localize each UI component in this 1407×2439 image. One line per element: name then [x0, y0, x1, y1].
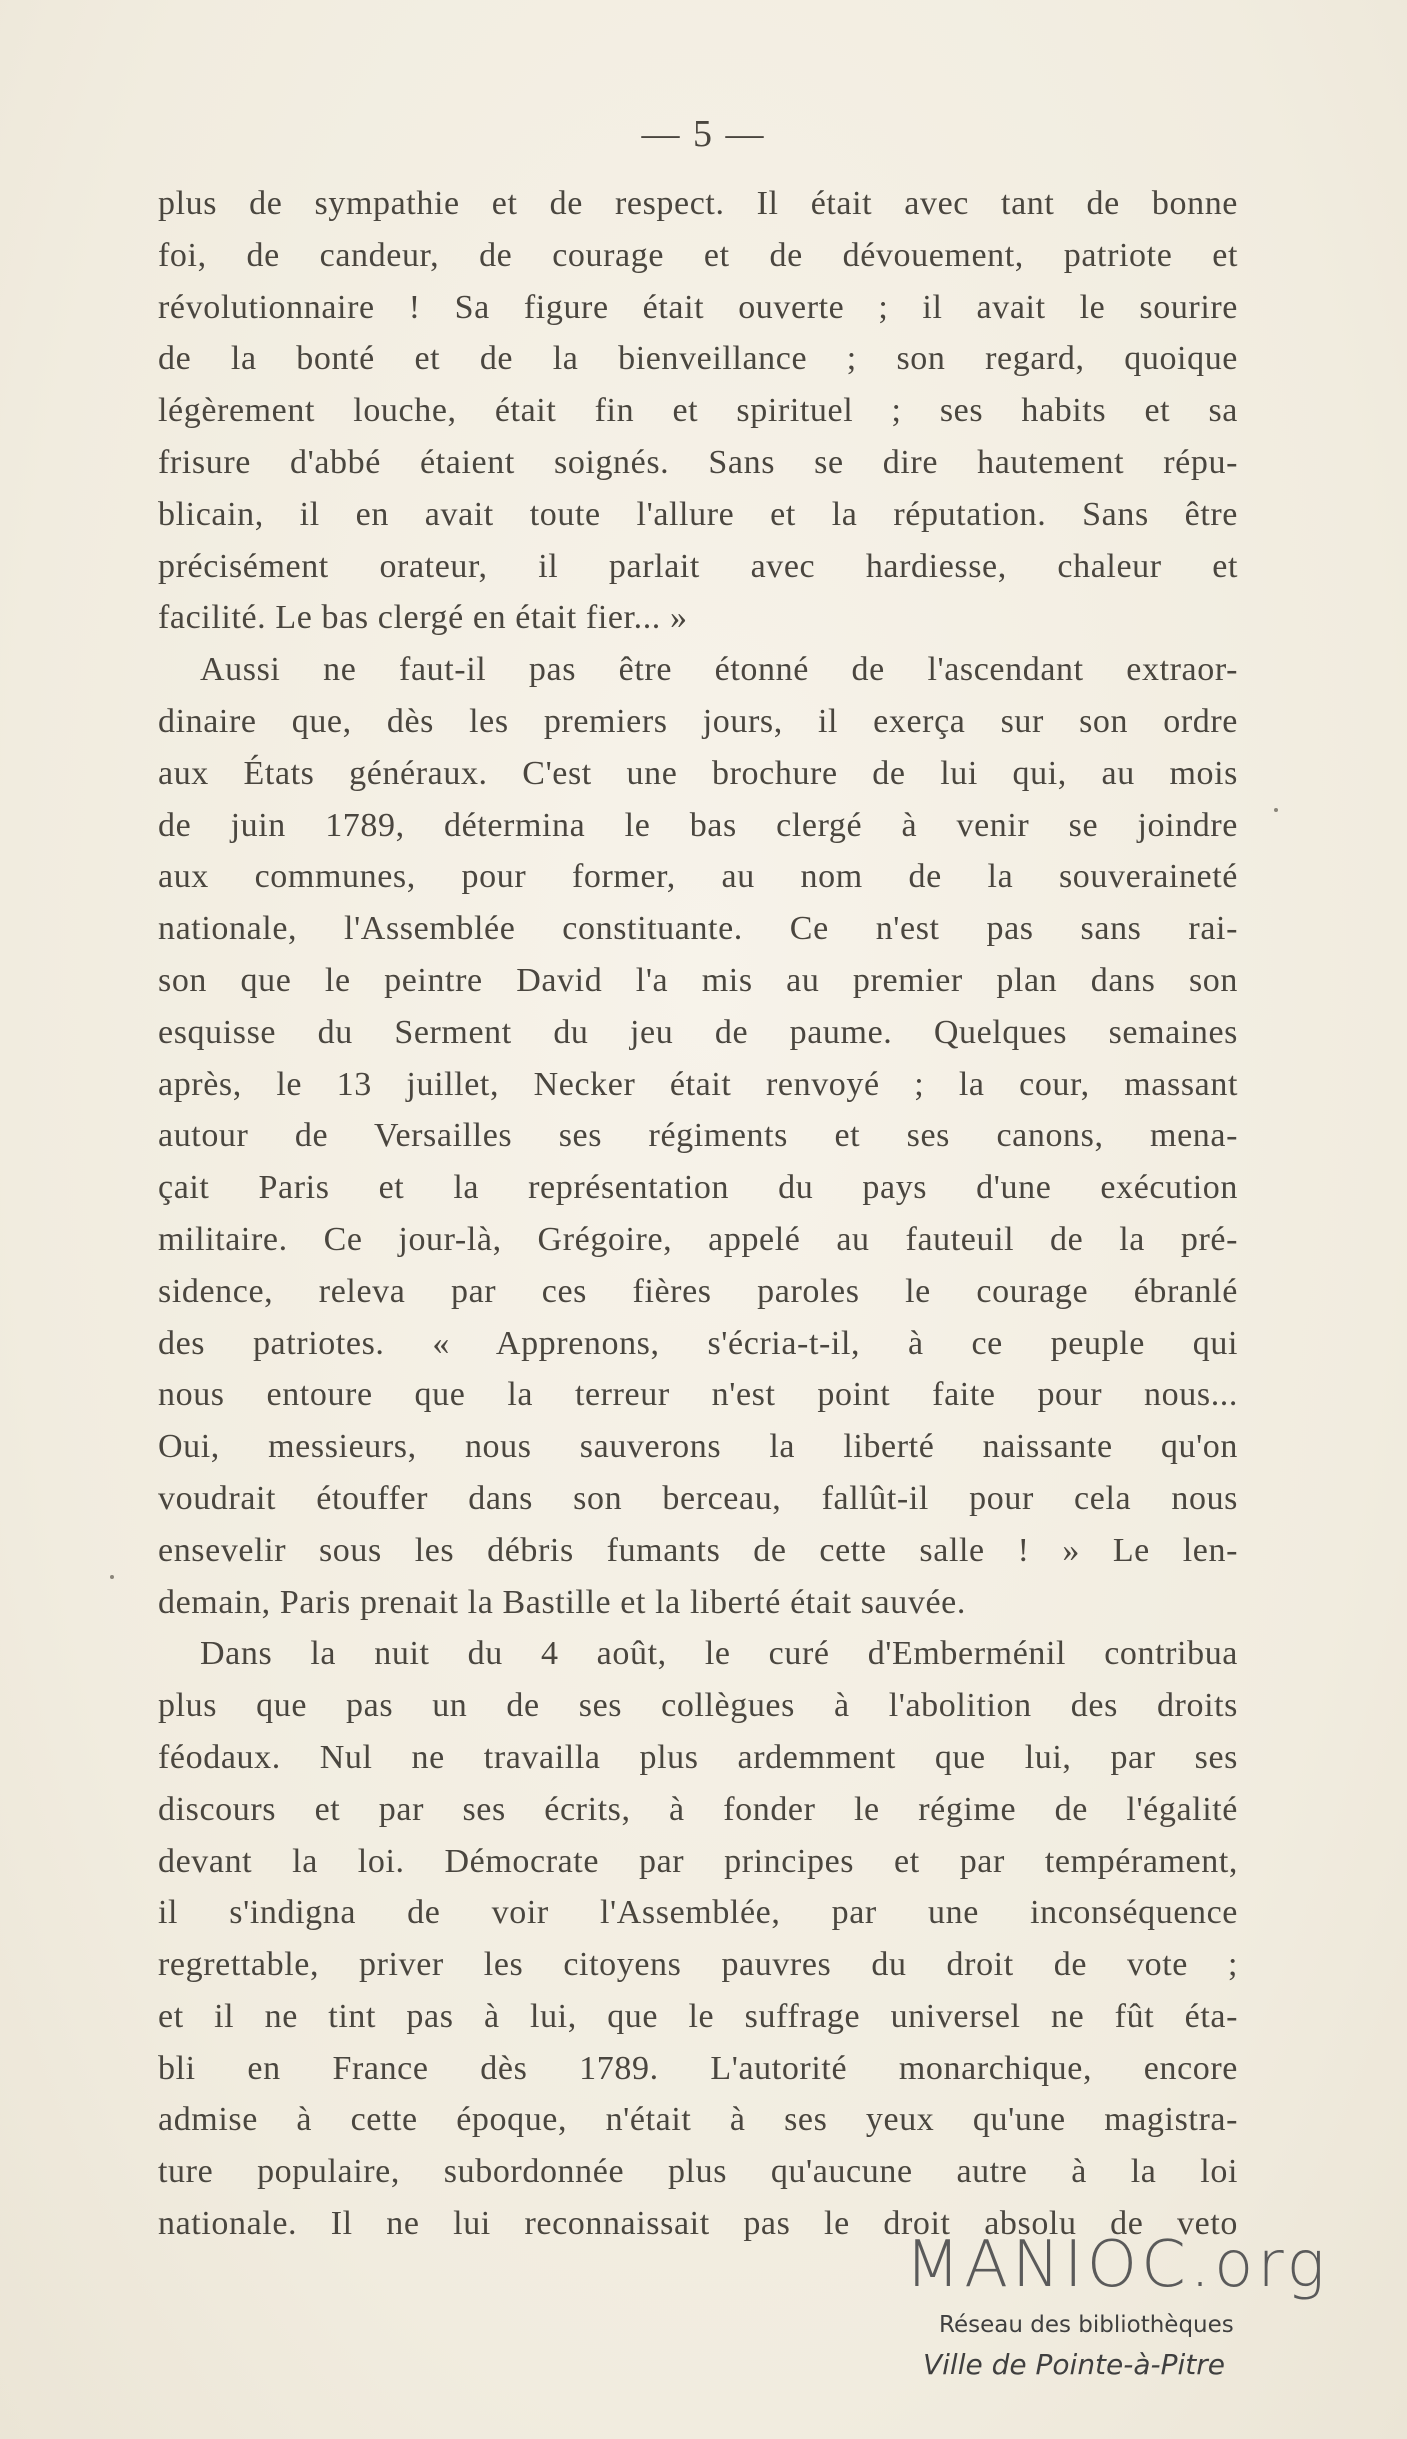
text-line: discours et par ses écrits, à fonder le régime de l'égalité [158, 1790, 1238, 1828]
text-line: plus que pas un de ses collègues à l'abolition des droits [158, 1687, 1238, 1725]
text-line: çait Paris et la représentation du pays d'une exécution [158, 1169, 1238, 1207]
ink-speck [1274, 808, 1278, 812]
text-line: ture populaire, subordonnée plus qu'aucune autre à la loi [158, 2153, 1238, 2191]
text-line: son que le peintre David l'a mis au premier plan dans son [158, 961, 1238, 999]
text-line: ensevelir sous les débris fumants de cette salle ! » Le len- [158, 1531, 1238, 1569]
text-line: sidence, releva par ces fières paroles le courage ébranlé [158, 1272, 1238, 1310]
text-line: de la bonté et de la bienveillance ; son regard, quoique [158, 340, 1238, 378]
text-line: aux communes, pour former, au nom de la souveraineté [158, 858, 1238, 896]
text-line: nationale. Il ne lui reconnaissait pas le droit absolu de veto [158, 2205, 1238, 2243]
manioc-logo: MANIOC.org [905, 2228, 1329, 2302]
text-line: féodaux. Nul ne travailla plus ardemment que lui, par ses [158, 1738, 1238, 1776]
text-line: précisément orateur, il parlait avec hardiesse, chaleur et [158, 547, 1238, 585]
text-line: devant la loi. Démocrate par principes et par tempérament, [158, 1842, 1238, 1880]
watermark-subtitle: Réseau des bibliothèques [939, 2312, 1234, 2338]
manioc-watermark [905, 2225, 1375, 2385]
text-line: il s'indigna de voir l'Assemblée, par une inconséquence [158, 1894, 1238, 1932]
text-line: aux États généraux. C'est une brochure de lui qui, au mois [158, 754, 1238, 792]
text-line: nous entoure que la terreur n'est point faite pour nous... [158, 1376, 1238, 1414]
text-line: plus de sympathie et de respect. Il était avec tant de bonne [158, 185, 1238, 222]
ink-speck [110, 1575, 114, 1579]
text-line: de juin 1789, détermina le bas clergé à venir se joindre [158, 806, 1238, 844]
body-text [158, 178, 1238, 2250]
text-line: voudrait étouffer dans son berceau, fallût-il pour cela nous [158, 1479, 1238, 1517]
text-line: admise à cette époque, n'était à ses yeux qu'une magistra- [158, 2101, 1238, 2139]
text-line: des patriotes. « Apprenons, s'écria-t-il, à ce peuple qui [158, 1324, 1238, 1362]
text-line: demain, Paris prenait la Bastille et la liberté était sauvée. [158, 1583, 966, 1621]
text-line: Dans la nuit du 4 août, le curé d'Emberménil contribua [200, 1635, 1238, 1673]
text-line: révolutionnaire ! Sa figure était ouverte ; il avait le sourire [158, 288, 1238, 326]
text-line: bli en France dès 1789. L'autorité monarchique, encore [158, 2049, 1238, 2087]
text-line: après, le 13 juillet, Necker était renvoyé ; la cour, massant [158, 1065, 1238, 1103]
text-line: nationale, l'Assemblée constituante. Ce n'est pas sans rai- [158, 910, 1238, 948]
text-line: blicain, il en avait toute l'allure et la réputation. Sans être [158, 495, 1238, 533]
text-line: et il ne tint pas à lui, que le suffrage universel ne fût éta- [158, 1997, 1238, 2035]
watermark-location: Ville de Pointe-à-Pitre [923, 2348, 1226, 2381]
text-line: militaire. Ce jour-là, Grégoire, appelé au fauteuil de la pré- [158, 1220, 1238, 1258]
text-line: esquisse du Serment du jeu de paume. Quelques semaines [158, 1013, 1238, 1051]
text-line: autour de Versailles ses régiments et ses canons, mena- [158, 1117, 1238, 1155]
text-line: regrettable, priver les citoyens pauvres du droit de vote ; [158, 1946, 1238, 1984]
text-line: Aussi ne faut-il pas être étonné de l'ascendant extraor- [200, 651, 1238, 689]
text-line: facilité. Le bas clergé en était fier... » [158, 599, 688, 637]
text-line: Oui, messieurs, nous sauverons la liberté naissante qu'on [158, 1428, 1238, 1466]
text-line: foi, de candeur, de courage et de dévouement, patriote et [158, 236, 1238, 274]
text-line: légèrement louche, était fin et spirituel ; ses habits et sa [158, 392, 1238, 430]
page-number: — 5 — [641, 113, 766, 155]
text-line: dinaire que, dès les premiers jours, il exerça sur son ordre [158, 702, 1238, 740]
text-line: frisure d'abbé étaient soignés. Sans se dire hautement répu- [158, 443, 1238, 481]
